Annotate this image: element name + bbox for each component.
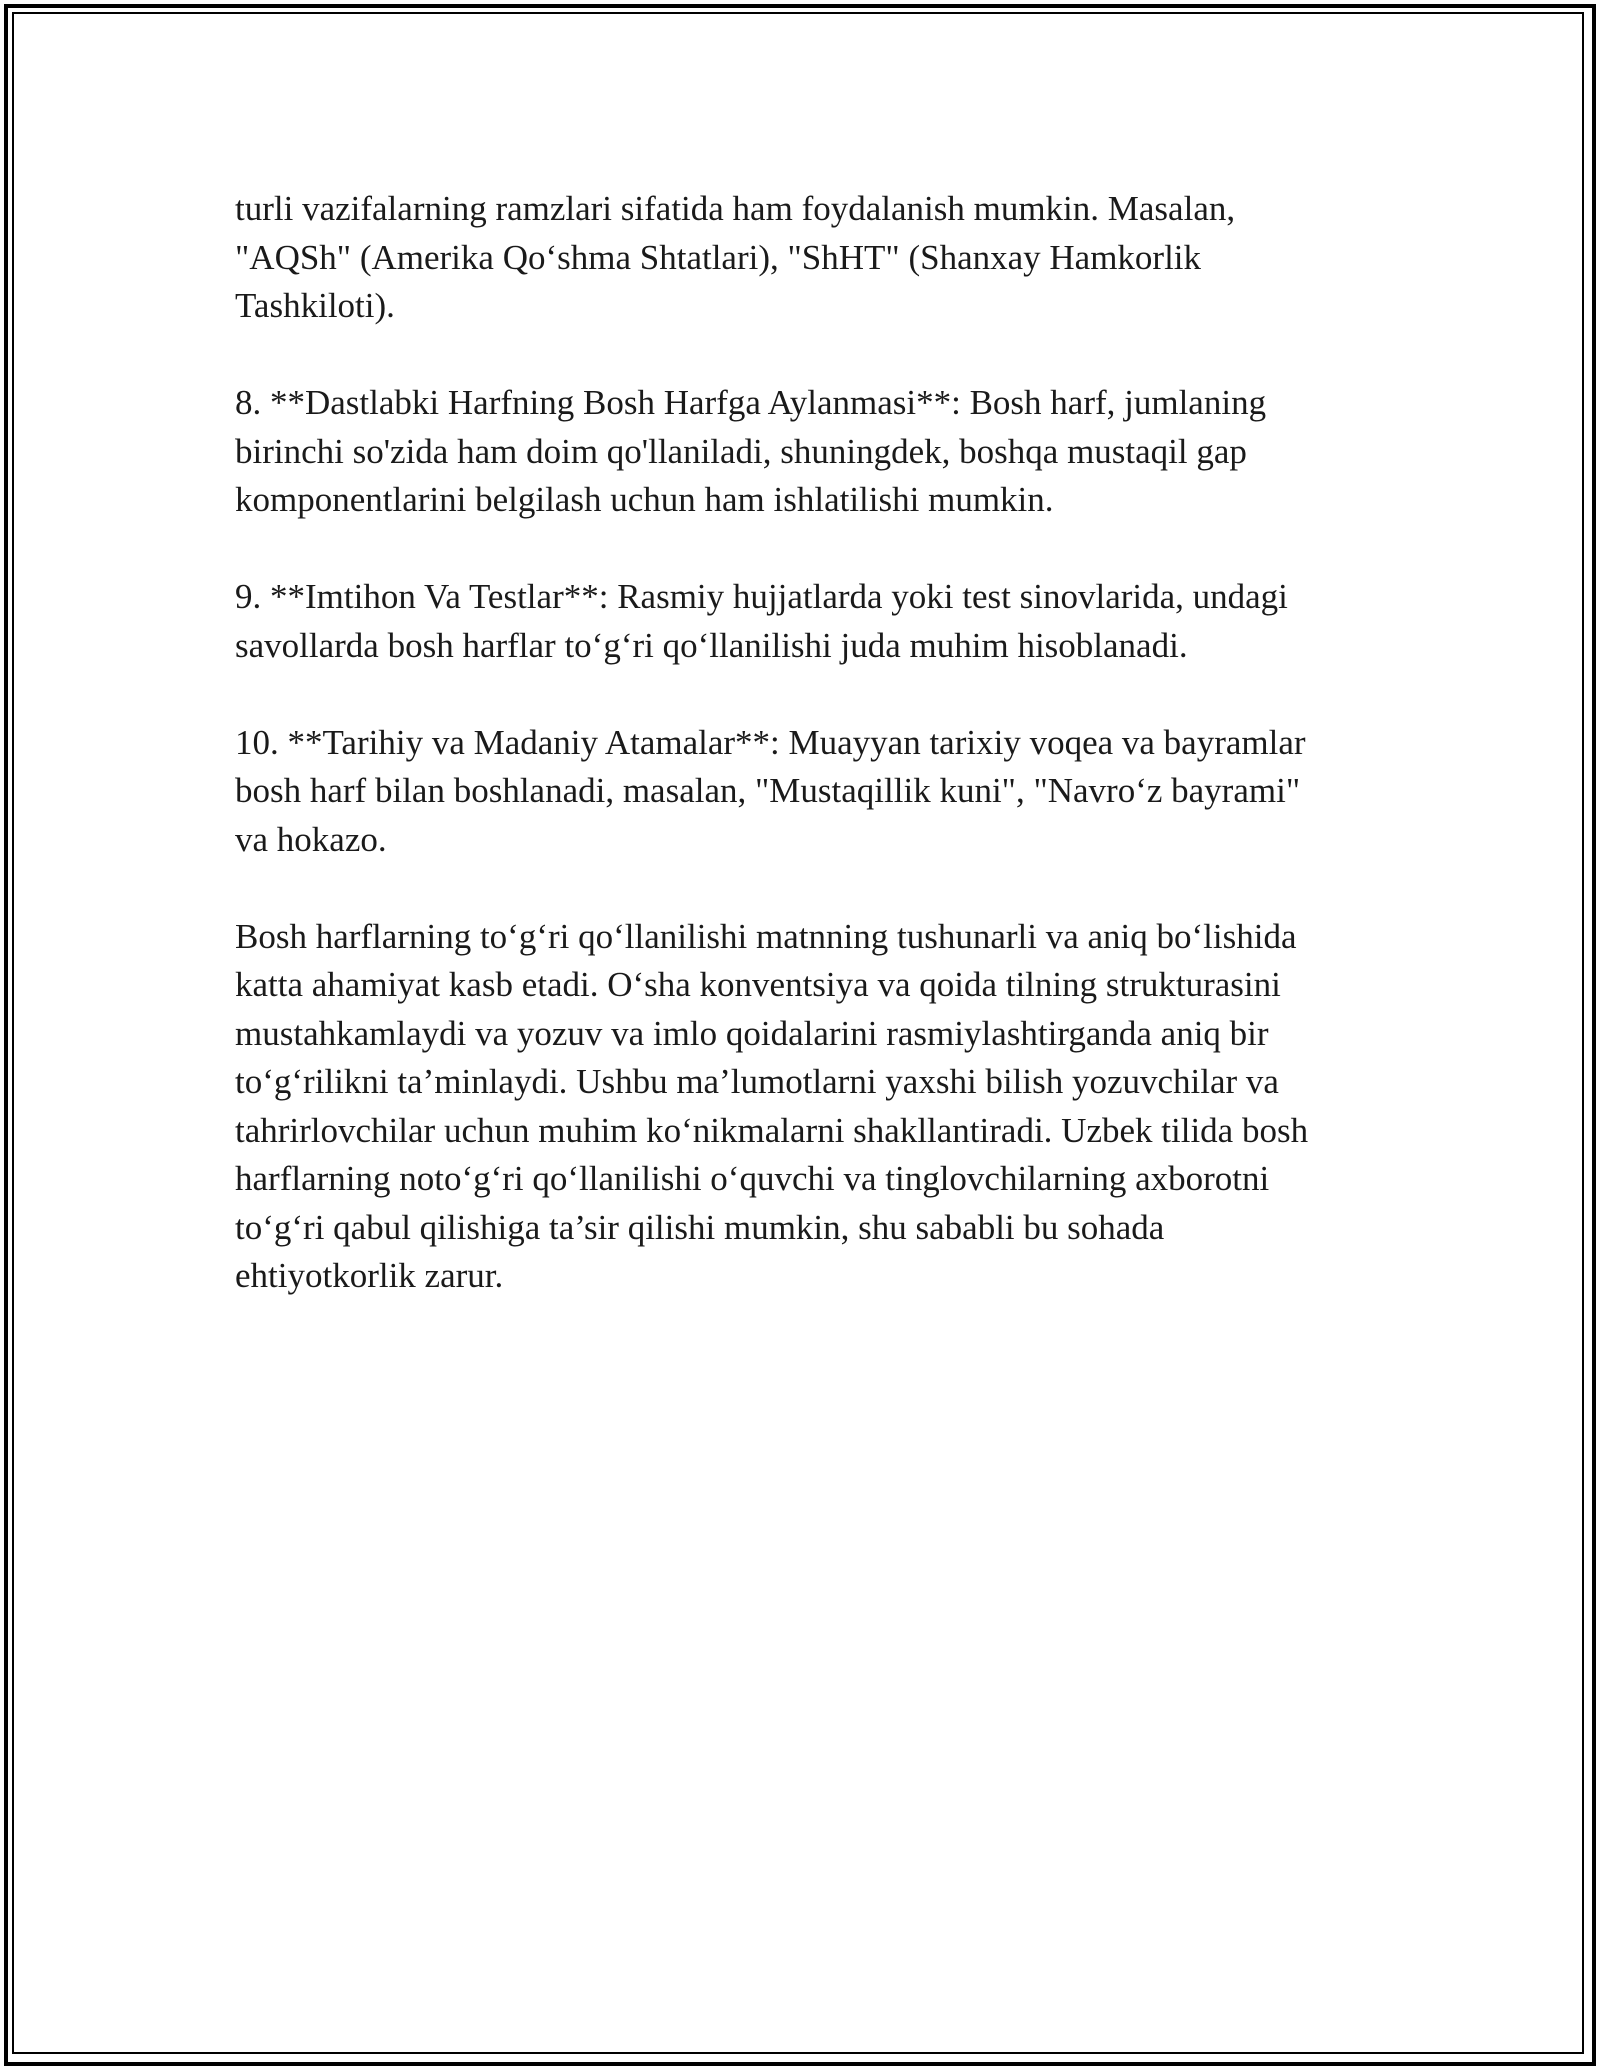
paragraph-continuation: turli vazifalarning ramzlari sifatida ham foydalanish mumkin. Masalan, "AQSh" (Amerika Qo‘shma Shtatlari), "ShHT" (Shanxay Hamkorlik Tashkiloti). <box>235 189 1236 325</box>
paragraph-conclusion: Bosh harflarning to‘g‘ri qo‘llanilishi matnning tushunarli va aniq bo‘lishida katta ahamiyat kasb etadi. O‘sha konventsiya va qoida tilning strukturasini mustahkamlaydi va yozuv va imlo qoidalarini rasmiylashtirganda aniq bir to‘g‘rilikni ta’minlaydi. Ushbu ma’lumotlarni yaxshi bilish yozuvchilar va tahrirlovchilar uchun muhim ko‘nikmalarni shakllantiradi. Uzbek tilida bosh harflarning noto‘g‘ri qo‘llanilishi o‘quvchi va tinglovchilarning axborotni to‘g‘ri qabul qilishiga ta’sir qilishi mumkin, shu sababli bu sohada ehtiyotkorlik zarur. <box>235 916 1309 1295</box>
paragraph-item-10: 10. **Tarihiy va Madaniy Atamalar**: Muayyan tarixiy voqea va bayramlar bosh harf bilan boshlanadi, masalan, "Mustaqillik kuni", "Navro‘z bayrami" va hokazo. <box>235 722 1306 859</box>
paragraph-item-8: 8. **Dastlabki Harfning Bosh Harfga Aylanmasi**: Bosh harf, jumlaning birinchi so'zida ham doim qo'llaniladi, shuningdek, boshqa mustaqil gap komponentlarini belgilash uchun ham ishlatilishi mumkin. <box>235 383 1267 519</box>
document-body <box>235 185 1415 1349</box>
paragraph-item-9: 9. **Imtihon Va Testlar**: Rasmiy hujjatlarda yoki test sinovlarida, undagi savollarda bosh harflar to‘g‘ri qo‘llanilishi juda muhim hisoblanadi. <box>235 577 1288 665</box>
